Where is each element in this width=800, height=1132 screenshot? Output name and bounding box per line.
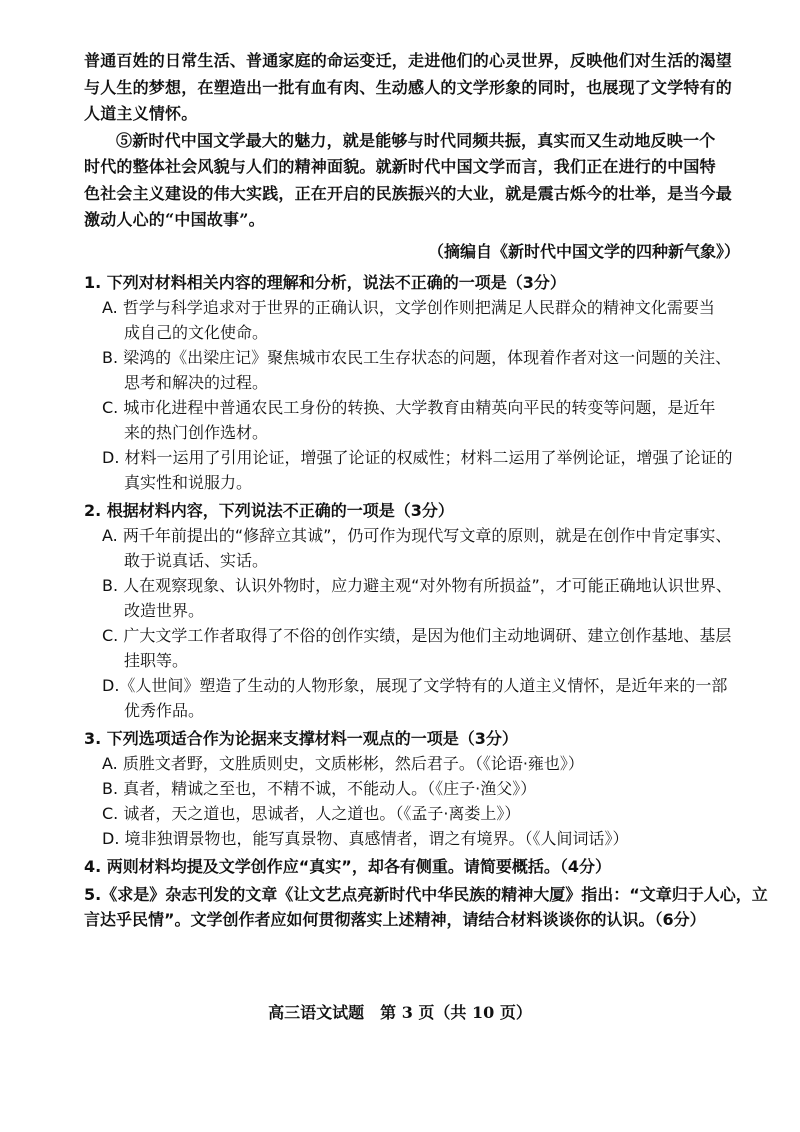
option-a-cont: 敢于说真话、实话。 — [124, 550, 269, 570]
question-stem-cont: 言达乎民情”。文学创作者应如何贯彻落实上述精神，请结合材料谈谈你的认识。（6分） — [84, 909, 706, 929]
option-c-cont: 来的热门创作选材。 — [124, 422, 269, 442]
option-c: C. 诚者，天之道也，思诚者，人之道也。（《孟子·离娄上》） — [102, 803, 521, 823]
option-b-cont: 思考和解决的过程。 — [124, 372, 269, 392]
text-line: 人道主义情怀。 — [84, 104, 198, 123]
option-c: C. 广大文学工作者取得了不俗的创作实绩，是因为他们主动地调研、建立创作基地、基层 — [102, 625, 732, 645]
text-line: ⑤新时代中国文学最大的魅力，就是能够与时代同频共振，真实而又生动地反映一个 — [116, 130, 716, 150]
option-c-cont: 挂职等。 — [124, 650, 189, 670]
question-stem: 3. 下列选项适合作为论据来支撑材料一观点的一项是（3分） — [84, 728, 518, 748]
option-c: C. 城市化进程中普通农民工身份的转换、大学教育由精英向平民的转变等问题，是近年 — [102, 397, 716, 417]
option-d: D. 材料一运用了引用论证，增强了论证的权威性；材料二运用了举例论证，增强了论证的 — [102, 447, 733, 467]
text-line: 激动人心的“中国故事”。 — [84, 210, 265, 229]
option-a: A. 两千年前提出的“修辞立其诚”，仍可作为现代写文章的原则，就是在创作中肯定事实、 — [102, 525, 732, 545]
text-line: 与人生的梦想，在塑造出一批有血有肉、生动感人的文学形象的同时，也展现了文学特有的 — [84, 77, 733, 97]
question-3 — [84, 726, 740, 851]
option-d: D. 境非独谓景物也，能写真景物、真感情者，谓之有境界。（《人间词话》） — [102, 828, 629, 848]
question-2 — [84, 498, 740, 723]
passage-paragraph-5 — [84, 128, 740, 234]
page-footer: 高三语文试题 第 3 页（共 10 页） — [268, 1003, 532, 1022]
question-stem: 5.《求是》杂志刊发的文章《让文艺点亮新时代中华民族的精神大厦》指出：“文章归于人心，立 — [84, 884, 768, 904]
option-d-cont: 优秀作品。 — [124, 700, 205, 720]
question-5 — [84, 882, 768, 932]
option-b-cont: 改造世界。 — [124, 600, 205, 620]
question-stem: 4. 两则材料均提及文学创作应“真实”，却各有侧重。请简要概括。（4分） — [84, 856, 611, 876]
option-d: D.《人世间》塑造了生动的人物形象，展现了文学特有的人道主义情怀，是近年来的一部 — [102, 675, 728, 695]
option-b: B. 梁鸿的《出梁庄记》聚焦城市农民工生存状态的问题，体现着作者对这一问题的关注、 — [102, 347, 732, 367]
option-b: B. 人在观察现象、认识外物时，应力避主观“对外物有所损益”，才可能正确地认识世界、 — [102, 575, 732, 595]
text-line: 时代的整体社会风貌与人们的精神面貌。就新时代中国文学而言，我们正在进行的中国特 — [84, 157, 716, 176]
option-a: A. 哲学与科学追求对于世界的正确认识，文学创作则把满足人民群众的精神文化需要当 — [102, 297, 715, 317]
question-stem: 2. 根据材料内容，下列说法不正确的一项是（3分） — [84, 500, 454, 520]
text-line: 色社会主义建设的伟大实践，正在开启的民族振兴的大业，就是震古烁今的壮举，是当今最 — [84, 183, 733, 203]
question-4 — [84, 854, 740, 879]
option-b: B. 真者，精诚之至也，不精不诚，不能动人。（《庄子·渔父》） — [102, 778, 537, 798]
option-a-cont: 成自己的文化使命。 — [124, 322, 269, 342]
passage-paragraph-4 — [84, 48, 740, 128]
question-stem: 1. 下列对材料相关内容的理解和分析，说法不正确的一项是（3分） — [84, 272, 566, 292]
passage-source: （摘编自《新时代中国文学的四种新气象》） — [427, 241, 740, 261]
option-a: A. 质胜文者野，文胜质则史，文质彬彬，然后君子。（《论语·雍也》） — [102, 753, 584, 773]
question-1 — [84, 270, 740, 495]
option-d-cont: 真实性和说服力。 — [124, 472, 253, 492]
text-line: 普通百姓的日常生活、普通家庭的命运变迁，走进他们的心灵世界，反映他们对生活的渴望 — [84, 51, 733, 70]
